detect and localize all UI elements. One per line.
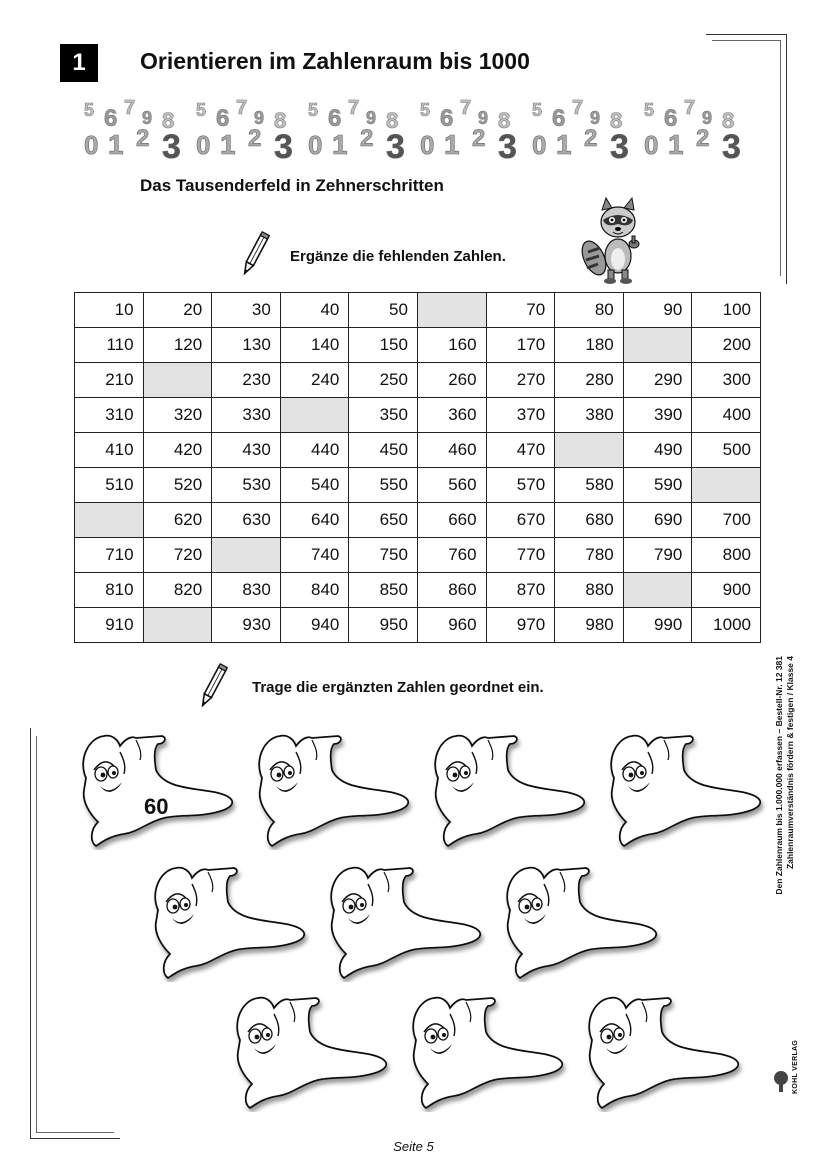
number-cell: 640	[280, 503, 349, 538]
number-cell: 720	[143, 538, 212, 573]
digit-glyph: 6	[664, 105, 678, 132]
digit-glyph: 3	[722, 128, 741, 162]
number-cell: 830	[212, 573, 281, 608]
frame-line	[786, 34, 787, 284]
digit-glyph: 9	[478, 108, 489, 128]
number-cell: 430	[212, 433, 281, 468]
publisher-name: KOHL VERLAG	[792, 1039, 799, 1094]
number-cell: 960	[417, 608, 486, 643]
number-cell: 550	[349, 468, 418, 503]
ghost-answer-slot[interactable]	[250, 730, 420, 850]
number-cell: 1000	[692, 608, 761, 643]
missing-number-cell[interactable]	[143, 608, 212, 643]
number-cell: 380	[555, 398, 624, 433]
digit-glyph: 6	[328, 105, 342, 132]
digit-glyph: 2	[584, 125, 598, 152]
number-cell: 710	[75, 538, 144, 573]
table-row	[75, 328, 761, 363]
ghost-icon	[74, 730, 244, 850]
ghost-answer-slot[interactable]	[602, 730, 772, 850]
sidebar-separator: –	[774, 728, 784, 734]
table-row	[75, 573, 761, 608]
table-row	[75, 433, 761, 468]
frame-line	[30, 728, 31, 1138]
number-cell: 660	[417, 503, 486, 538]
digit-glyph: 2	[696, 125, 710, 152]
number-cell: 580	[555, 468, 624, 503]
digit-glyph: 8	[386, 108, 399, 133]
ghost-icon	[146, 862, 316, 982]
ghost-answer-slot[interactable]	[580, 992, 750, 1112]
digit-glyph: 6	[216, 105, 230, 132]
digit-glyph: 5	[420, 100, 431, 120]
ghost-icon	[250, 730, 420, 850]
number-cell: 390	[623, 398, 692, 433]
chapter-number-badge: 1	[60, 44, 98, 82]
digit-glyph: 2	[472, 125, 486, 152]
number-cell: 520	[143, 468, 212, 503]
digits-tile	[78, 96, 182, 162]
raccoon-mascot-icon	[580, 196, 650, 284]
digits-tile	[190, 96, 294, 162]
digit-glyph: 5	[644, 100, 655, 120]
number-cell: 510	[75, 468, 144, 503]
sidebar-line1: Den Zahlenraum bis 1.000.000 erfassen	[774, 735, 784, 895]
table-row	[75, 293, 761, 328]
frame-line	[712, 40, 780, 41]
number-cell: 820	[143, 573, 212, 608]
number-cell: 250	[349, 363, 418, 398]
number-cell: 110	[75, 328, 144, 363]
table-row	[75, 398, 761, 433]
number-cell: 650	[349, 503, 418, 538]
number-cell: 880	[555, 573, 624, 608]
number-cell: 130	[212, 328, 281, 363]
number-cell: 500	[692, 433, 761, 468]
number-cell: 80	[555, 293, 624, 328]
number-cell: 860	[417, 573, 486, 608]
sidebar-line2: Zahlenraumverständnis fördern & festigen / Klasse 4	[785, 656, 795, 870]
number-cell: 980	[555, 608, 624, 643]
frame-line	[706, 34, 786, 35]
missing-number-cell[interactable]	[555, 433, 624, 468]
frame-line	[36, 1132, 114, 1133]
frame-line	[36, 736, 37, 1132]
digit-glyph: 3	[498, 128, 517, 162]
digit-glyph: 0	[196, 130, 211, 160]
number-cell: 690	[623, 503, 692, 538]
instruction-order-numbers: Trage die ergänzten Zahlen geordnet ein.	[252, 679, 544, 696]
table-row	[75, 363, 761, 398]
number-cell: 840	[280, 573, 349, 608]
digit-glyph: 3	[162, 128, 181, 162]
number-cell: 970	[486, 608, 555, 643]
number-cell: 10	[75, 293, 144, 328]
number-cell: 90	[623, 293, 692, 328]
table-row	[75, 608, 761, 643]
digit-glyph: 0	[308, 130, 323, 160]
number-cell: 100	[692, 293, 761, 328]
number-cell: 560	[417, 468, 486, 503]
digits-tile	[414, 96, 518, 162]
number-cell: 630	[212, 503, 281, 538]
digit-glyph: 0	[84, 130, 99, 160]
missing-number-cell[interactable]	[212, 538, 281, 573]
digit-glyph: 9	[366, 108, 377, 128]
number-cell: 740	[280, 538, 349, 573]
digits-decoration-strip	[78, 96, 748, 162]
ghost-answer-slot[interactable]	[228, 992, 398, 1112]
number-cell: 210	[75, 363, 144, 398]
missing-number-cell[interactable]	[75, 503, 144, 538]
ghost-answer-slot[interactable]	[426, 730, 596, 850]
number-cell: 780	[555, 538, 624, 573]
ghost-answer-slot[interactable]	[498, 862, 668, 982]
order-number: Bestell-Nr. 12 381	[774, 656, 784, 727]
digit-glyph: 7	[348, 97, 360, 119]
ghost-icon	[322, 862, 492, 982]
digit-glyph: 1	[556, 129, 572, 160]
digit-glyph: 0	[420, 130, 435, 160]
ghost-answer-slot[interactable]	[322, 862, 492, 982]
missing-number-cell[interactable]	[692, 468, 761, 503]
digit-glyph: 8	[162, 108, 175, 133]
number-cell: 900	[692, 573, 761, 608]
digit-glyph: 9	[254, 108, 265, 128]
sidebar-publication-info	[770, 656, 810, 1020]
number-cell: 400	[692, 398, 761, 433]
frame-line	[780, 40, 781, 276]
digit-glyph: 7	[684, 97, 696, 119]
digit-glyph: 7	[236, 97, 248, 119]
number-cell: 310	[75, 398, 144, 433]
number-cell: 280	[555, 363, 624, 398]
number-cell: 410	[75, 433, 144, 468]
digit-glyph: 9	[590, 108, 601, 128]
number-cell: 570	[486, 468, 555, 503]
number-cell: 810	[75, 573, 144, 608]
number-cell: 790	[623, 538, 692, 573]
number-cell: 240	[280, 363, 349, 398]
number-cell: 350	[349, 398, 418, 433]
ghost-answer-slot[interactable]	[74, 730, 244, 850]
table-row	[75, 503, 761, 538]
number-cell: 30	[212, 293, 281, 328]
number-cell: 940	[280, 608, 349, 643]
number-cell: 670	[486, 503, 555, 538]
instruction-fill-numbers: Ergänze die fehlenden Zahlen.	[290, 248, 506, 265]
digit-glyph: 6	[552, 105, 566, 132]
number-cell: 50	[349, 293, 418, 328]
digit-glyph: 2	[248, 125, 262, 152]
number-cell: 990	[623, 608, 692, 643]
number-cell: 360	[417, 398, 486, 433]
digits-tile	[638, 96, 742, 162]
pencil-icon	[198, 662, 228, 710]
number-cell: 590	[623, 468, 692, 503]
number-cell: 180	[555, 328, 624, 363]
table-row	[75, 468, 761, 503]
digit-glyph: 7	[572, 97, 584, 119]
digit-glyph: 2	[360, 125, 374, 152]
digit-glyph: 2	[136, 125, 150, 152]
digit-glyph: 0	[532, 130, 547, 160]
number-cell: 260	[417, 363, 486, 398]
number-cell: 70	[486, 293, 555, 328]
number-cell: 330	[212, 398, 281, 433]
section-title: Das Tausenderfeld in Zehnerschritten	[140, 176, 444, 195]
digit-glyph: 8	[498, 108, 511, 133]
number-cell: 530	[212, 468, 281, 503]
number-cell: 160	[417, 328, 486, 363]
number-cell: 540	[280, 468, 349, 503]
number-cell: 680	[555, 503, 624, 538]
digit-glyph: 7	[124, 97, 136, 119]
page-title: Orientieren im Zahlenraum bis 1000	[140, 48, 530, 74]
number-cell: 760	[417, 538, 486, 573]
missing-number-cell[interactable]	[417, 293, 486, 328]
digit-glyph: 5	[308, 100, 319, 120]
number-cell: 140	[280, 328, 349, 363]
number-cell: 800	[692, 538, 761, 573]
number-cell: 170	[486, 328, 555, 363]
ghost-icon	[602, 730, 772, 850]
number-cell: 440	[280, 433, 349, 468]
digit-glyph: 5	[196, 100, 207, 120]
number-cell: 770	[486, 538, 555, 573]
ghost-answer-slot[interactable]	[404, 992, 574, 1112]
number-cell: 150	[349, 328, 418, 363]
digit-glyph: 3	[610, 128, 629, 162]
digit-glyph: 6	[104, 105, 118, 132]
number-cell: 700	[692, 503, 761, 538]
digit-glyph: 1	[332, 129, 348, 160]
digit-glyph: 1	[108, 129, 124, 160]
digit-glyph: 3	[274, 128, 293, 162]
number-cell: 120	[143, 328, 212, 363]
digit-glyph: 9	[702, 108, 713, 128]
ghost-icon	[228, 992, 398, 1112]
number-cell: 450	[349, 433, 418, 468]
page-number-footer: Seite 5	[393, 1139, 434, 1154]
digit-glyph: 1	[668, 129, 684, 160]
digit-glyph: 1	[444, 129, 460, 160]
number-cell: 910	[75, 608, 144, 643]
number-cell: 850	[349, 573, 418, 608]
number-cell: 620	[143, 503, 212, 538]
missing-number-cell[interactable]	[280, 398, 349, 433]
digit-glyph: 5	[84, 100, 95, 120]
number-cell: 40	[280, 293, 349, 328]
number-cell: 490	[623, 433, 692, 468]
ghost-icon	[404, 992, 574, 1112]
number-cell: 230	[212, 363, 281, 398]
number-cell: 20	[143, 293, 212, 328]
pencil-icon	[240, 230, 270, 278]
digit-glyph: 3	[386, 128, 405, 162]
number-cell: 470	[486, 433, 555, 468]
ghost-icon	[498, 862, 668, 982]
number-cell: 200	[692, 328, 761, 363]
number-cell: 750	[349, 538, 418, 573]
thousand-field-table	[74, 292, 761, 643]
digit-glyph: 9	[142, 108, 153, 128]
number-cell: 270	[486, 363, 555, 398]
number-cell: 420	[143, 433, 212, 468]
digit-glyph: 5	[532, 100, 543, 120]
digit-glyph: 1	[220, 129, 236, 160]
ghost-icon	[580, 992, 750, 1112]
missing-number-cell[interactable]	[623, 328, 692, 363]
digit-glyph: 8	[274, 108, 287, 133]
number-cell: 370	[486, 398, 555, 433]
digit-glyph: 8	[722, 108, 735, 133]
number-cell: 290	[623, 363, 692, 398]
number-cell: 930	[212, 608, 281, 643]
ghost-answer-value: 60	[144, 794, 169, 819]
number-cell: 950	[349, 608, 418, 643]
number-cell: 870	[486, 573, 555, 608]
digit-glyph: 7	[460, 97, 472, 119]
number-cell: 460	[417, 433, 486, 468]
missing-number-cell[interactable]	[623, 573, 692, 608]
digit-glyph: 0	[644, 130, 659, 160]
digits-tile	[526, 96, 630, 162]
number-cell: 320	[143, 398, 212, 433]
table-row	[75, 538, 761, 573]
digit-glyph: 6	[440, 105, 454, 132]
digits-tile	[302, 96, 406, 162]
missing-number-cell[interactable]	[143, 363, 212, 398]
ghost-answer-slot[interactable]	[146, 862, 316, 982]
ghost-icon	[426, 730, 596, 850]
number-cell: 300	[692, 363, 761, 398]
publisher-logo	[772, 1034, 806, 1096]
digit-glyph: 8	[610, 108, 623, 133]
